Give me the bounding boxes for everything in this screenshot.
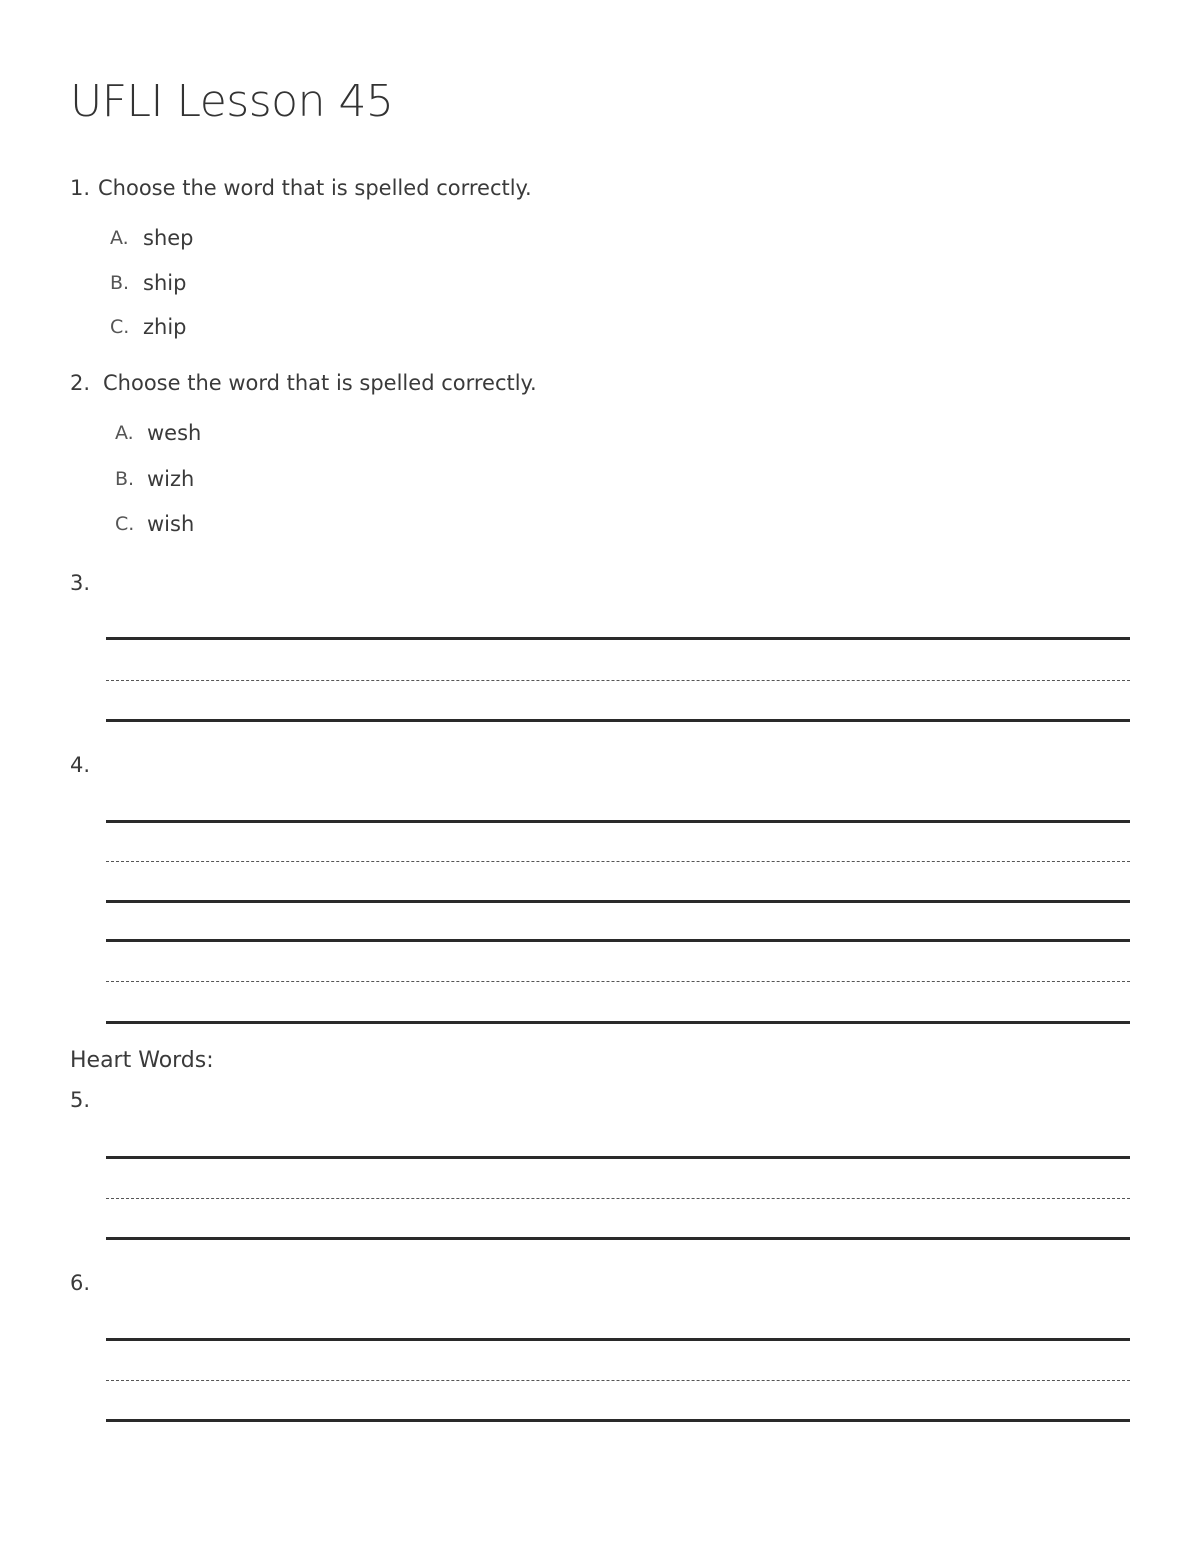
item-4-row-1-top-line — [106, 820, 1130, 823]
question-1-prompt: Choose the word that is spelled correctly. — [98, 176, 532, 200]
item-6-base-line — [106, 1419, 1130, 1422]
item-3-number: 3. — [70, 571, 91, 595]
question-1-option-b-letter: B. — [110, 272, 130, 294]
question-1-number: 1. — [70, 176, 91, 200]
page-title: UFLI Lesson 45 — [70, 76, 394, 127]
question-2-number: 2. — [70, 371, 91, 395]
question-1-option-c-letter: C. — [110, 316, 130, 338]
item-5-base-line — [106, 1237, 1130, 1240]
item-4-row-2-top-line — [106, 939, 1130, 942]
item-5-top-line — [106, 1156, 1130, 1159]
item-3-mid-line — [106, 680, 1130, 681]
question-1-option-c[interactable]: zhip — [143, 315, 187, 339]
question-2-option-b-letter: B. — [115, 468, 135, 490]
item-6-top-line — [106, 1338, 1130, 1341]
question-1-option-b[interactable]: ship — [143, 271, 187, 295]
question-1-option-a-letter: A. — [110, 227, 129, 249]
item-4-row-2-mid-line — [106, 981, 1130, 982]
question-1-option-a[interactable]: shep — [143, 226, 194, 250]
question-2-option-a-letter: A. — [115, 422, 134, 444]
item-5-number: 5. — [70, 1088, 91, 1112]
item-4-row-1-base-line — [106, 900, 1130, 903]
question-2-prompt: Choose the word that is spelled correctly. — [103, 371, 537, 395]
item-4-number: 4. — [70, 753, 91, 777]
question-2-option-c[interactable]: wish — [147, 512, 195, 536]
question-2-option-b[interactable]: wizh — [147, 467, 195, 491]
heart-words-heading: Heart Words: — [70, 1048, 214, 1073]
item-4-row-1-mid-line — [106, 861, 1130, 862]
item-3-top-line — [106, 637, 1130, 640]
item-5-mid-line — [106, 1198, 1130, 1199]
item-4-row-2-base-line — [106, 1021, 1130, 1024]
item-3-base-line — [106, 719, 1130, 722]
question-2-option-c-letter: C. — [115, 513, 135, 535]
question-2-option-a[interactable]: wesh — [147, 421, 202, 445]
item-6-number: 6. — [70, 1271, 91, 1295]
item-6-mid-line — [106, 1380, 1130, 1381]
